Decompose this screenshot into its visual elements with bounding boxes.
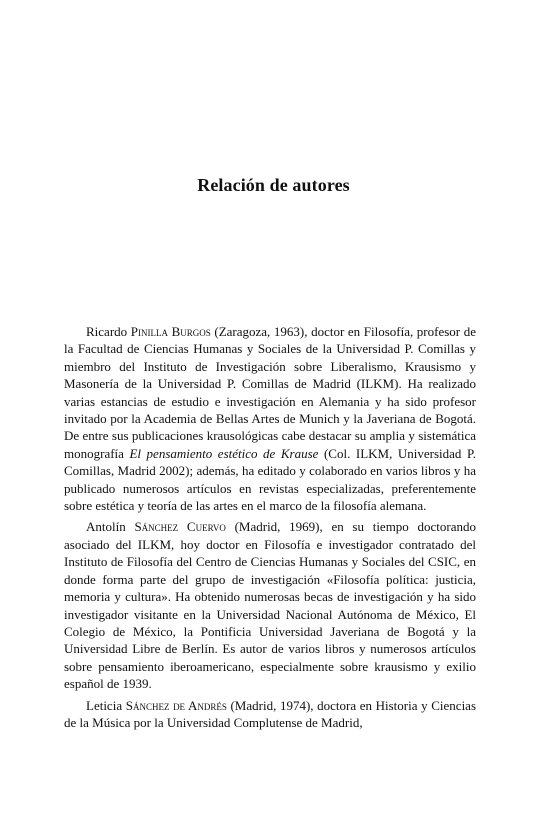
author-entry-sanchez-de-andres [64,697,476,732]
book-title: El pensamiento estético de Krause [129,445,319,461]
author-entry-sanchez-cuervo [64,518,476,692]
author-bio: (Zaragoza, 1963), doctor en Filosofía, profesor de la Facultad de Ciencias Humanas y Sociales de la Universidad P. Comillas y miembro del Instituto de Investigación sobre Liberalismo, Krausismo y Masonería de la Universidad P. Comillas de Madrid (ILKM). Ha realizado varias estancias de estudio e investigación en Alemania y ha sido profesor invitado por la Academia de Bellas Artes de Munich y la Javeriana de Bogotá. De entre sus publicaciones krausológicas cabe destacar su amplia y sistemática monografía [64,324,476,461]
author-entry-pinilla [64,323,476,514]
author-bio-continued: (Col. ILKM, Universidad P. Comillas, Madrid 2002); además, ha editado y colaborado en varios libros y ha publicado numerosos artículos en revistas especializadas, preferentemente sobre estética y teoría de las artes en el marco de la filosofía alemana. [64,445,476,514]
author-bio: (Madrid, 1974), doctora en Historia y Ciencias de la Música por la Universidad Complutense de Madrid, [64,697,477,730]
author-first-name: Ricardo [86,324,128,339]
author-surname: Sánchez Cuervo [134,519,226,535]
author-first-name: Leticia [86,697,123,713]
author-surname: Sánchez de Andrés [125,697,227,713]
author-first-name: Antolín [86,519,126,535]
author-surname: Pinilla Burgos [130,324,211,339]
author-bio: (Madrid, 1969), en su tiempo doctorando asociado del ILKM, hoy doctor en Filosofía e investigador contratado del Instituto de Filosofía del Centro de Ciencias Humanas y Sociales del CSIC, en donde forma parte del grupo de investigación «Filosofía política: justicia, memoria y cultura». Ha obtenido numerosas becas de investigación y ha sido investigador visitante en la Universidad Nacional Autónoma de México, El Colegio de México, la Pontificia Universidad Javeriana de Bogotá y la Universidad Libre de Berlín. Es autor de varios libros y numerosos artículos sobre pensamiento iberoamericano, especialmente sobre krausismo y exilio español de 1939. [64,519,477,692]
page-title: Relación de autores [197,175,350,195]
authors-list [64,323,476,735]
